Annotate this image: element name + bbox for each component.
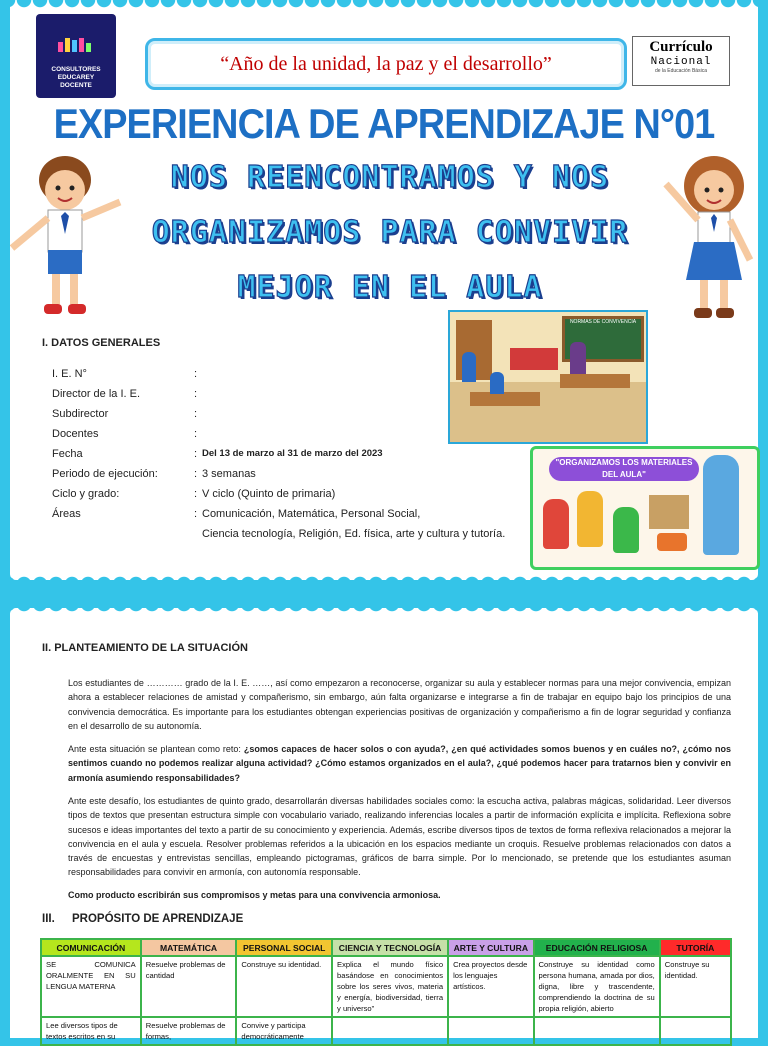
datos-label: Director de la I. E. xyxy=(52,388,141,400)
chalkboard-text: NORMAS DE CONVIVENCIA xyxy=(569,319,637,325)
situacion-paragraph-3: Ante este desafío, los estudiantes de quinto grado, desarrollarán diversas habilidades sociales como: la escucha activa, palabras mágicas, solidaridad. Leer diversos tipos de textos que presentan estructura simple con vocabulario variado, realizando inferencias locales a partir de información explícita e implícita. Reflexiona sobre sucesos e ideas importantes del texto a partir de su conocimiento y experiencia. Además, escribe diversos tipos de textos de forma reflexiva relacionados a mejorar la convivencia en el aula y escuela. Resolver problemas referidos a la ubicación en los espacios mediante un croquis. Resuelve problemas relacionados con datos a través de encuestas y entrevistas sencillas, empleando pictogramas, gráficos de barra simple. Por lo mencionado, se pretende que los estudiantes asuman responsabilidades para convivir en armonía, con autonomía responsable. xyxy=(68,796,731,878)
logo-line-2: EDUCAREY xyxy=(57,74,95,81)
datos-value: V ciclo (Quinto de primaria) xyxy=(202,488,336,500)
column-header-tutoria: TUTORÍA xyxy=(660,939,731,956)
logo-line-3: DOCENTE xyxy=(60,82,92,89)
classroom-image xyxy=(448,310,648,444)
proposito-title: PROPÓSITO DE APRENDIZAJE xyxy=(71,913,244,925)
datos-label: Periodo de ejecución: xyxy=(52,468,158,480)
boy-illustration xyxy=(10,150,130,330)
curriculo-nacional-logo xyxy=(632,36,730,86)
table-cell: Construye su identidad. xyxy=(236,956,332,1017)
materials-banner-image xyxy=(530,446,760,570)
table-cell: Resuelve problemas de cantidad xyxy=(141,956,237,1017)
table-cell: Explica el mundo físico basándose en conocimientos sobre los seres vivos, materia y energía, biodiversidad, tierra y universo” xyxy=(332,956,448,1017)
curriculo-line-3: de la Educación Básica xyxy=(655,68,707,74)
table-row xyxy=(41,1017,731,1045)
table-cell: Lee diversos tipos de textos escritos en su xyxy=(41,1017,141,1045)
column-header-religion: EDUCACIÓN RELIGIOSA xyxy=(534,939,660,956)
table-header-row xyxy=(41,939,731,956)
table-cell xyxy=(448,1017,533,1045)
year-motto: “Año de la unidad, la paz y el desarrollo” xyxy=(145,38,627,90)
datos-label: I. E. N° xyxy=(52,368,87,380)
column-header-arte: ARTE Y CULTURA xyxy=(448,939,533,956)
curriculo-line-2: Nacional xyxy=(650,56,712,68)
table-cell: Construye su identidad. xyxy=(660,956,731,1017)
situacion-paragraph-4: Como producto escribirán sus compromisos y metas para una convivencia armoniosa. xyxy=(68,890,441,900)
datos-label: Áreas xyxy=(52,508,81,520)
situacion-paragraph-2 xyxy=(68,742,731,785)
datos-areas-continued: Ciencia tecnología, Religión, Ed. física, arte y cultura y tutoría. xyxy=(202,528,506,540)
situacion-heading: II. PLANTEAMIENTO DE LA SITUACIÓN xyxy=(42,642,248,654)
datos-heading: I. DATOS GENERALES xyxy=(42,337,161,349)
column-header-comunicacion: COMUNICACIÓN xyxy=(41,939,141,956)
page-title: EXPERIENCIA DE APRENDIZAJE N°01 xyxy=(53,100,715,147)
subtitle-line-1: NOS REENCONTRAMOS Y NOS xyxy=(170,160,610,195)
column-header-personal-social: PERSONAL SOCIAL xyxy=(236,939,332,956)
page-break-band xyxy=(0,580,768,608)
table-cell: Resuelve problemas de formas, xyxy=(141,1017,237,1045)
table-cell xyxy=(534,1017,660,1045)
subtitle-line-2: ORGANIZAMOS PARA CONVIVIR xyxy=(151,215,629,250)
table-row xyxy=(41,956,731,1017)
table-cell xyxy=(660,1017,731,1045)
datos-value: 3 semanas xyxy=(202,468,256,480)
datos-label: Ciclo y grado: xyxy=(52,488,120,500)
situacion-p2-intro: Ante esta situación se plantean como reto: xyxy=(68,744,244,754)
girl-illustration xyxy=(662,150,762,325)
datos-label: Subdirector xyxy=(52,408,109,420)
banner-title: "ORGANIZAMOS LOS MATERIALES DEL AULA" xyxy=(549,457,699,481)
logo-line-1: CONSULTORES xyxy=(51,66,101,73)
datos-label: Fecha xyxy=(52,448,83,460)
column-header-matematica: MATEMÁTICA xyxy=(141,939,237,956)
situacion-p2-questions: ¿somos capaces de hacer solos o con ayuda?, ¿en qué actividades somos buenos y en cuáles no?, ¿cómo nos sentimos cuando no podemos realizar alguna actividad? ¿Cómo estamos organizados en el aula?, ¿qué podemos hacer para tratarnos bien y convivir en armonía asumiendo responsabilidades? xyxy=(68,744,732,783)
proposito-number: III. xyxy=(42,913,55,925)
datos-value: Comunicación, Matemática, Personal Social, xyxy=(202,508,421,520)
table-cell: Crea proyectos desde los lenguajes artísticos. xyxy=(448,956,533,1017)
top-scallop-border xyxy=(0,0,768,16)
proposito-heading xyxy=(42,913,243,925)
situacion-paragraph-1: Los estudiantes de ………… grado de la I. E. ……, así como empezaron a reconocerse, organizar su aula y establecer normas para una mejor convivencia, empizan ahora a establecer relaciones de amistad y compañerismo, sin embargo, aún falta organizarse e integrarse a fin de trabajar en equipo bajo los principios de una convivencia democrática. Es importante para los estudiantes obtengan experiencias positivas de organización y compañerismo a fin de lograr seguridad y confianza en el desarrollo de su autonomía. xyxy=(68,678,731,731)
curriculo-line-1: Currículo xyxy=(649,39,713,55)
table-cell: SE COMUNICA ORALMENTE EN SU LENGUA MATERNA xyxy=(41,956,141,1017)
datos-label: Docentes xyxy=(52,428,99,440)
table-cell xyxy=(332,1017,448,1045)
table-cell: Convive y participa democráticamente xyxy=(236,1017,332,1045)
educarey-logo xyxy=(36,14,116,98)
building-icon xyxy=(58,38,94,52)
column-header-ciencia: CIENCIA Y TECNOLOGÍA xyxy=(332,939,448,956)
table-cell: Construye su identidad como persona humana, amada por dios, digna, libre y trascendente, comprendiendo la doctrina de su propia religión, abierto xyxy=(534,956,660,1017)
subtitle-line-3: MEJOR EN EL AULA xyxy=(237,270,543,305)
datos-value-fecha: Del 13 de marzo al 31 de marzo del 2023 xyxy=(202,448,383,459)
proposito-table xyxy=(40,938,732,1046)
